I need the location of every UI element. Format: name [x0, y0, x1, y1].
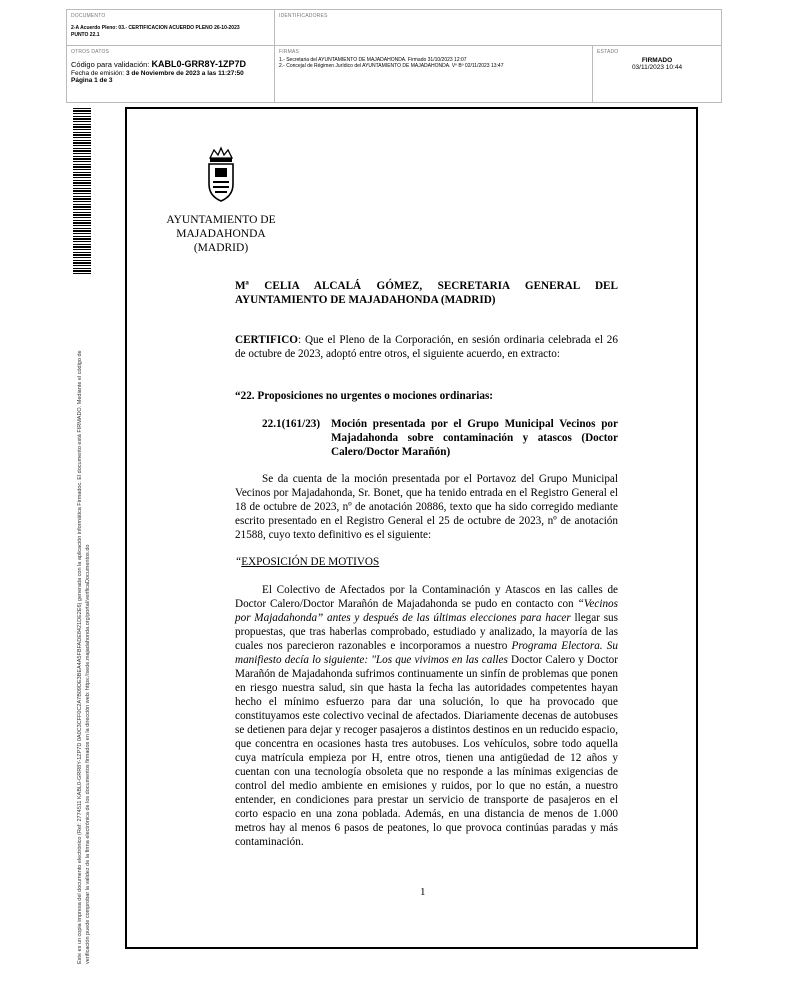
firmas-cell [275, 46, 593, 102]
p2-part-d: Programa Electora. Su manifiesto decía lo siguiente: "Los que vivimos en las calles [235, 640, 618, 666]
exposicion-quote: “ [235, 556, 242, 568]
item-heading: “22. Proposiciones no urgentes o mociones ordinarias: [235, 390, 494, 402]
estado-value: FIRMADO [641, 57, 673, 64]
exposicion-title: EXPOSICIÓN DE MOTIVOS [241, 556, 380, 568]
certifico-label: CERTIFICO [235, 334, 299, 346]
org-line-3: (MADRID) [193, 242, 249, 254]
org-line-2: MAJADAHONDA [176, 228, 266, 240]
certifico-paragraph [235, 333, 618, 361]
p2-part-a: El Colectivo de Afectados por la Contaminación y Atascos en las calles de Doctor Calero/Doctor Marañón de Majadahonda se pudo en contacto con [235, 584, 618, 610]
documento-label: DOCUMENTO [71, 13, 106, 19]
paragraph-1: Se da cuenta de la moción presentada por el Portavoz del Grupo Municipal Vecinos por Majadahonda, Sr. Bonet, que ha tenido entrada en el Registro General el 18 de octubre de 2023, nº de anotación 20886, texto que ha sido corregido mediante escrito presentado en el Registro General el 25 de octubre de 2023, nº de anotación 21588, cuyo texto definitivo es el siguiente: [235, 473, 618, 541]
firma-2: 2.- Concejal de Régimen Jurídico del AYUNTAMIENTO DE MAJADAHONDA. Vº Bº 02/11/2023 13:47 [279, 63, 504, 69]
exposicion-heading [235, 555, 618, 569]
certifico-text: : Que el Pleno de la Corporación, en sesión ordinaria celebrada el 26 de octubre de 2023, adoptó entre otros, el siguiente acuerdo, en extracto: [235, 334, 618, 360]
estado-cell [593, 46, 721, 102]
coat-of-arms-icon [204, 146, 238, 204]
fecha-emision [71, 70, 270, 77]
organization-block [160, 213, 282, 255]
otros-label: OTROS DATOS [71, 49, 110, 55]
pagina-info: Página 1 de 3 [71, 77, 113, 84]
codigo-validacion [71, 59, 270, 69]
firmas-label: FIRMAS [279, 49, 300, 55]
codigo-value: KABL0-GRR8Y-1ZP7D [151, 59, 247, 69]
document-header [66, 9, 722, 103]
p2-part-c: llegar sus propuestas, que tras haberlas comprobado, estudiado y analizado, la mayoría de las cuales nos parecieron razonables e incorporamos a nuestro [235, 612, 618, 652]
estado-date: 03/11/2023 10:44 [631, 64, 683, 71]
documento-value: 2-A Acuerdo Pleno: 03.- CERTIFICACION ACUERDO PLENO 26-10-2023 PUNTO 22.1 [71, 25, 240, 38]
verification-sidebar [76, 284, 92, 964]
paragraph-2 [235, 583, 618, 849]
codigo-prefix: Código para validación: [71, 60, 150, 69]
identificadores-cell [275, 10, 721, 46]
p2-part-e: Doctor Calero y Doctor Marañón de Majadahonda sufrimos continuamente un sinfín de problemas que ponen en riesgo nuestra salud, sin que hasta la fecha las autoridades competentes hayan hecho el mínimo esfuerzo para dar una solución, lo que ha provocado que constituyamos este colectivo vecinal de afectados. Diariamente decenas de autobuses se detienen para dejar y recoger pasajeros a distintos destinos en un reducido espacio, que concentra en ocasiones hasta tres autobuses. Los vehículos, sobre todo aquella cuya matrícula empieza por H, entre otros, tienen una antigüedad de 12 años y cuentan con una tecnología obsoleta que no responde a las mínimas exigencias de control del medio ambiente en emisiones y ruidos, por lo que no están, a nuestro entender, en condiciones para prestar un servicio de transporte de pasajeros en el corto espacio en una zona poblada. Además, en una distancia de menos de 1.000 metros hay al menos 6 pasos de peatones, lo que provoca continúas paradas y más contaminación. [235, 654, 618, 848]
identificadores-label: IDENTIFICADORES [279, 13, 328, 19]
fecha-value: 3 de Noviembre de 2023 a las 11:27:50 [125, 70, 244, 77]
barcode [73, 108, 91, 274]
item-number: 22.1(161/23) [262, 418, 321, 430]
sidebar-line-2: verificación puede comprobar la validez de la firma electrónica de los documentos firmados en la dirección web: https://sede.majadahonda.org/portal/verificaDocumentos.do [85, 544, 91, 964]
documento-cell [67, 10, 275, 46]
fecha-prefix: Fecha de emisión: [71, 70, 125, 77]
secretary-heading: Mª CELIA ALCALÁ GÓMEZ, SECRETARIA GENERAL DEL AYUNTAMIENTO DE MAJADAHONDA (MADRID) [235, 280, 618, 306]
estado-label: ESTADO [597, 49, 619, 55]
item-title: Moción presentada por el Grupo Municipal Vecinos por Majadahonda sobre contaminación y atascos (Doctor Calero/Doctor Marañón) [331, 418, 618, 458]
sidebar-line-1: Este es un copia impresa del documento electrónico (Ref: 2774511 KABL0-GRR8Y-1ZP7D 0A0C3CFF0C2A7B09DE3BEA4A5FBFADE8421DE2E6) generada con la aplicación informática Firmadoc. El documento está FIRMADO. Mediante el código de [77, 350, 83, 964]
org-line-1: AYUNTAMIENTO DE [166, 214, 276, 226]
page-number: 1 [420, 886, 426, 898]
p2-part-b: “Vecinos por Majadahonda” antes y después de las últimas elecciones para hacer [235, 598, 618, 624]
otros-datos-cell [67, 46, 275, 102]
firma-1: 1.- Secretaria del AYUNTAMIENTO DE MAJADAHONDA. Firmado 31/10/2023 12:07 [279, 57, 467, 63]
